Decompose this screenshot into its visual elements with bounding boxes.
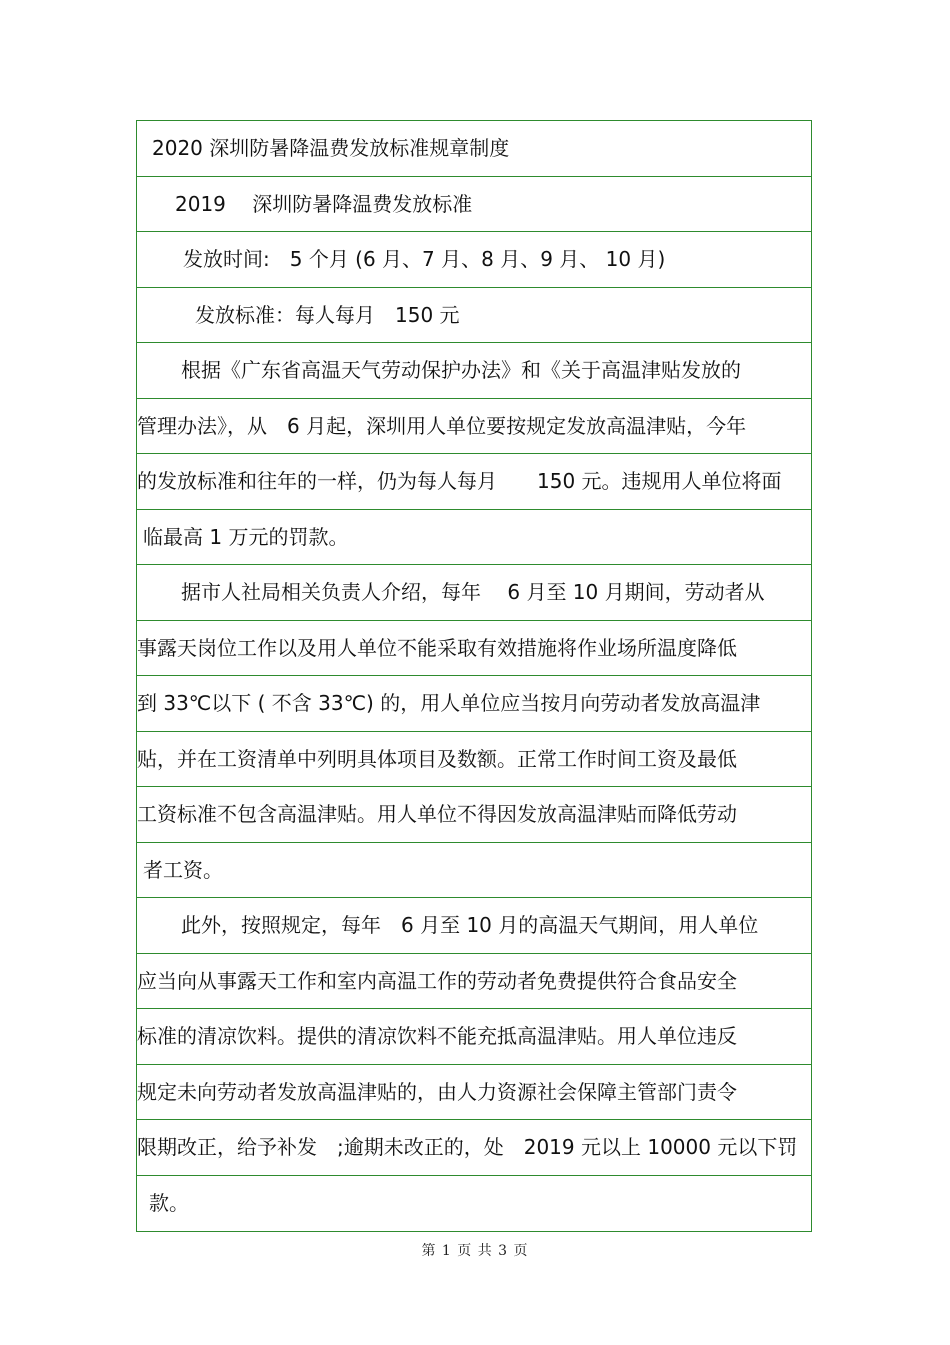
document-subtitle: 2019 深圳防暑降温费发放标准 (137, 177, 811, 233)
distribution-standard-line: 发放标准：每人每月 150 元 (137, 288, 811, 344)
paragraph-1-line-3: 的发放标准和往年的一样，仍为每人每月 150 元。违规用人单位将面 (137, 454, 811, 510)
paragraph-3-line-1: 此外，按照规定，每年 6 月至 10 月的高温天气期间，用人单位 (137, 898, 811, 954)
paragraph-1-line-1: 根据《广东省高温天气劳动保护办法》和《关于高温津贴发放的 (137, 343, 811, 399)
paragraph-3-line-5: 限期改正，给予补发 ;逾期未改正的，处 2019 元以上 10000 元以下罚 (137, 1120, 811, 1176)
paragraph-1-line-2: 管理办法》，从 6 月起，深圳用人单位要按规定发放高温津贴，今年 (137, 399, 811, 455)
paragraph-2-line-3: 到 33℃以下 ( 不含 33℃) 的，用人单位应当按月向劳动者发放高温津 (137, 676, 811, 732)
paragraph-2-line-6: 者工资。 (137, 843, 811, 899)
page-number-footer: 第 1 页 共 3 页 (421, 1243, 529, 1259)
paragraph-3-line-3: 标准的清凉饮料。提供的清凉饮料不能充抵高温津贴。用人单位违反 (137, 1009, 811, 1065)
document-title: 2020 深圳防暑降温费发放标准规章制度 (137, 121, 811, 177)
paragraph-2-line-5: 工资标准不包含高温津贴。用人单位不得因发放高温津贴而降低劳动 (137, 787, 811, 843)
paragraph-2-line-1: 据市人社局相关负责人介绍，每年 6 月至 10 月期间，劳动者从 (137, 565, 811, 621)
paragraph-2-line-2: 事露天岗位工作以及用人单位不能采取有效措施将作业场所温度降低 (137, 621, 811, 677)
paragraph-3-line-6: 款。 (149, 1191, 189, 1216)
paragraph-3-line-2: 应当向从事露天工作和室内高温工作的劳动者免费提供符合食品安全 (137, 954, 811, 1010)
paragraph-2-line-4: 贴，并在工资清单中列明具体项目及数额。正常工作时间工资及最低 (137, 732, 811, 788)
distribution-time-line: 发放时间: 5 个月 (6 月、7 月、8 月、9 月、 10 月) (137, 232, 811, 288)
document-frame (136, 120, 812, 1232)
paragraph-1-line-4: 临最高 1 万元的罚款。 (137, 510, 811, 566)
paragraph-3-line-4: 规定未向劳动者发放高温津贴的，由人力资源社会保障主管部门责令 (137, 1065, 811, 1121)
